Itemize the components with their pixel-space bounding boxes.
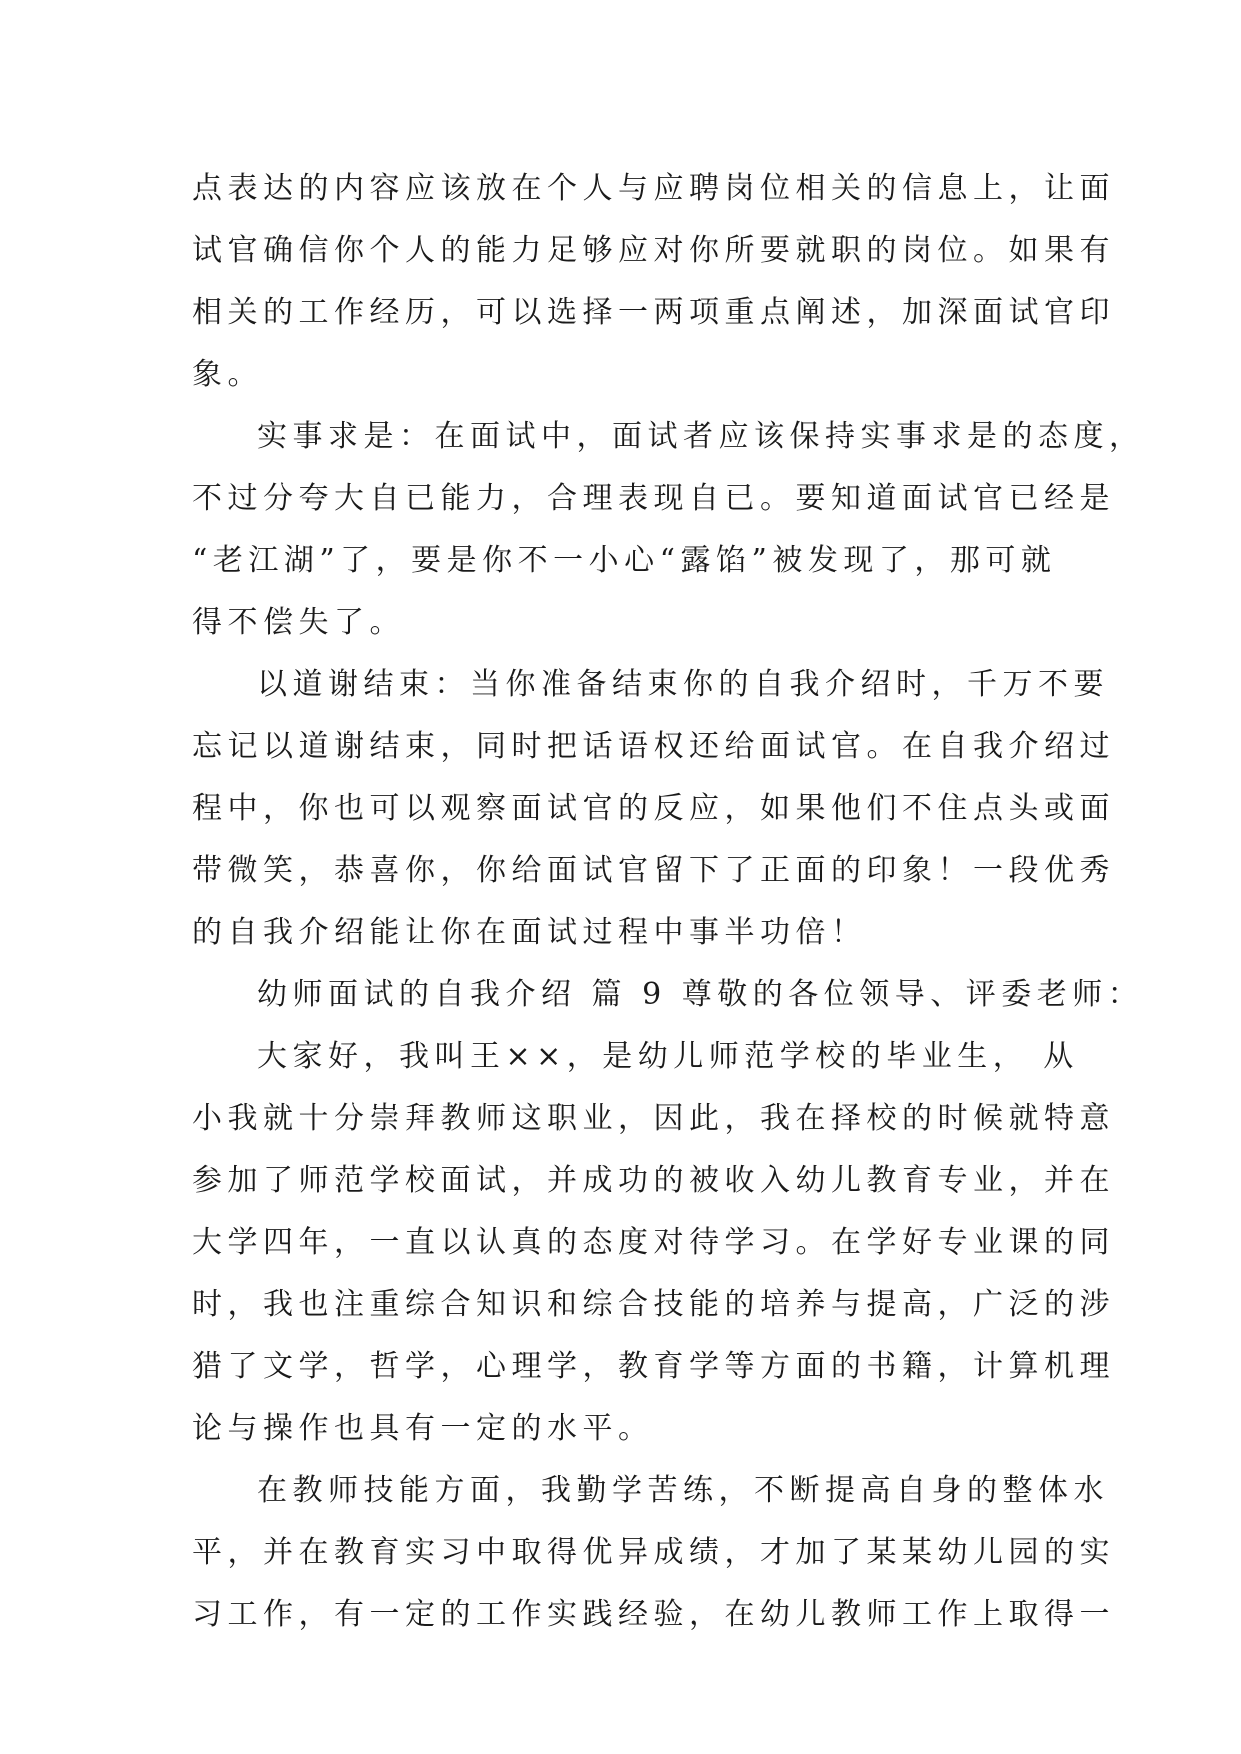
text-line: 带微笑，恭喜你，你给面试官留下了正面的印象！一段优秀	[192, 853, 1115, 888]
text-line: 论与操作也具有一定的水平。	[192, 1411, 654, 1446]
text-line: 猎了文学，哲学，心理学，教育学等方面的书籍，计算机理	[192, 1349, 1115, 1384]
text-line: 象。	[192, 357, 263, 392]
text-line: 得不偿失了。	[192, 605, 405, 640]
text-line: 忘记以道谢结束，同时把话语权还给面试官。在自我介绍过	[192, 729, 1115, 764]
text-line: 的自我介绍能让你在面试过程中事半功倍！	[192, 915, 867, 950]
paragraph-start-line: 实事求是：在面试中，面试者应该保持实事求是的态度，	[257, 419, 1145, 454]
text-line: 大学四年，一直以认真的态度对待学习。在学好专业课的同	[192, 1225, 1115, 1260]
text-line: 平，并在教育实习中取得优异成绩，才加了某某幼儿园的实	[192, 1535, 1115, 1570]
paragraph-start-line: 以道谢结束：当你准备结束你的自我介绍时，千万不要	[257, 667, 1109, 702]
text-line: 习工作，有一定的工作实践经验，在幼儿教师工作上取得一	[192, 1597, 1115, 1632]
paragraph-start-line: 大家好，我叫王××，是幼儿师范学校的毕业生， 从	[257, 1039, 1079, 1074]
text-line: 相关的工作经历，可以选择一两项重点阐述，加深面试官印	[192, 295, 1115, 330]
text-line: 试官确信你个人的能力足够应对你所要就职的岗位。如果有	[192, 233, 1115, 268]
text-line: 不过分夸大自已能力，合理表现自已。要知道面试官已经是	[192, 481, 1115, 516]
document-body	[192, 158, 1145, 1646]
paragraph-start-line: 在教师技能方面，我勤学苦练，不断提高自身的整体水	[257, 1473, 1109, 1508]
text-line: 程中，你也可以观察面试官的反应，如果他们不住点头或面	[192, 791, 1115, 826]
text-line: 点表达的内容应该放在个人与应聘岗位相关的信息上，让面	[192, 171, 1115, 206]
text-line: 时，我也注重综合知识和综合技能的培养与提高，广泛的涉	[192, 1287, 1115, 1322]
text-line: “老江湖”了，要是你不一小心“露馅”被发现了，那可就	[192, 543, 1057, 578]
text-line: 小我就十分崇拜教师这职业，因此，我在择校的时候就特意	[192, 1101, 1115, 1136]
section-heading-line: 幼师面试的自我介绍 篇 9 尊敬的各位领导、评委老师：	[257, 977, 1144, 1012]
text-line: 参加了师范学校面试，并成功的被收入幼儿教育专业，并在	[192, 1163, 1115, 1198]
